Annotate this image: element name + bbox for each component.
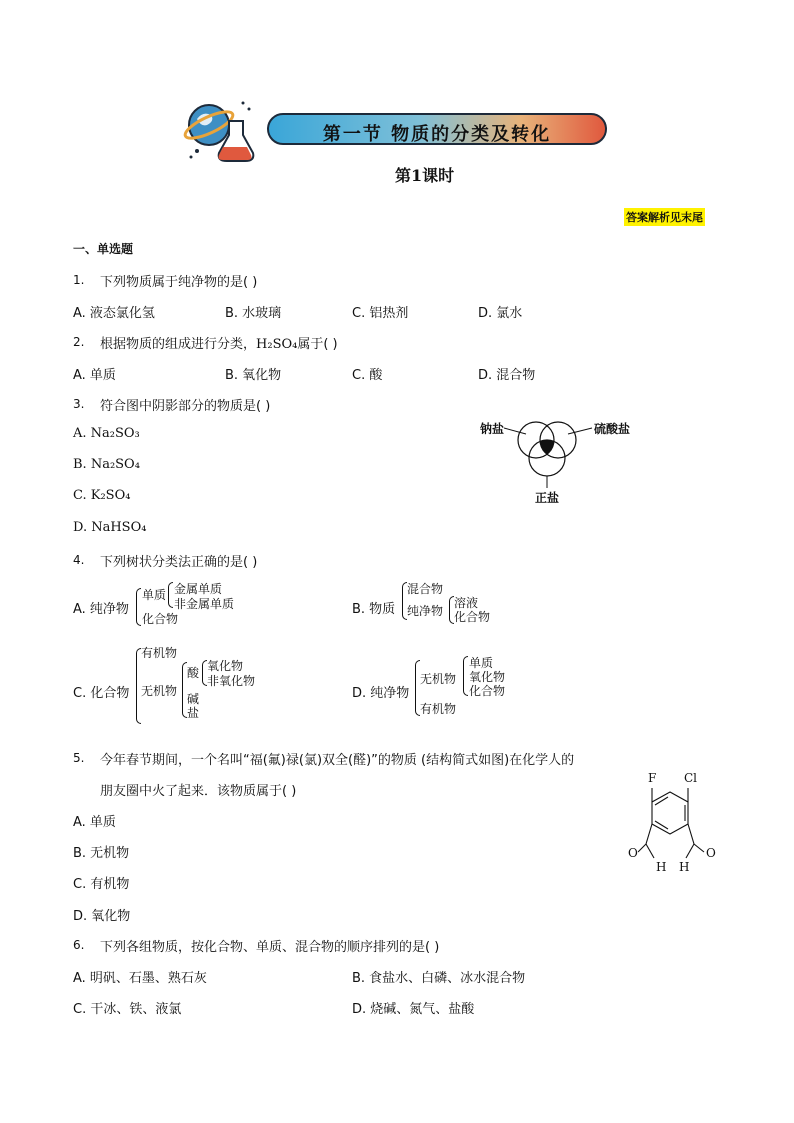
question-number: 4.	[73, 553, 85, 567]
answer-note: 答案解析见末尾	[624, 208, 705, 226]
venn-diagram	[478, 412, 638, 507]
title-banner	[267, 113, 607, 145]
question-number: 5.	[73, 751, 85, 765]
option-d: D. 氧化物	[73, 909, 131, 924]
option-b: B. Na₂SO₄	[73, 457, 140, 472]
question-number: 2.	[73, 335, 85, 349]
question-stem: 下列物质属于纯净物的是( )	[100, 275, 258, 290]
option-a: A. 单质	[73, 368, 116, 383]
question-number: 1.	[73, 273, 85, 287]
question-stem-cont: 朋友圈中火了起来．该物质属于( )	[100, 784, 297, 799]
option-c: C. 干冰、铁、液氯	[73, 1002, 182, 1017]
formula: H₂SO₄	[256, 337, 298, 352]
lesson-subtitle: 第1课时	[395, 166, 455, 185]
option-d: D. NaHSO₄	[73, 520, 147, 535]
option-a: A. Na₂SO₃	[73, 426, 140, 441]
venn-label-sulfate: 硫酸盐	[594, 422, 631, 436]
option-c: C. 有机物	[73, 877, 130, 892]
option-c: C. 铝热剂	[352, 306, 409, 321]
option-a: A. 明矾、石墨、熟石灰	[73, 971, 207, 986]
question-number: 6.	[73, 938, 85, 952]
option-a: A. 单质	[73, 815, 116, 830]
section-heading: 一、单选题	[73, 242, 134, 256]
option-a: A. 液态氯化氢	[73, 306, 155, 321]
option-c: C. 酸	[352, 368, 383, 383]
question-stem: 符合图中阴影部分的物质是( )	[100, 399, 271, 414]
option-d: D. 烧碱、氮气、盐酸	[352, 1002, 475, 1017]
page-title: 第一节 物质的分类及转化	[322, 124, 552, 145]
option-c: C. K₂SO₄	[73, 488, 131, 503]
title-block	[183, 95, 613, 167]
question-stem: 下列各组物质，按化合物、单质、混合物的顺序排列的是( )	[100, 940, 440, 955]
option-d: D. 氯水	[478, 306, 523, 321]
option-d: D. 混合物	[478, 368, 536, 383]
option-b: B. 食盐水、白磷、冰水混合物	[352, 971, 526, 986]
question-stem: 今年春节期间，一个名叫“福(氟)禄(氯)双全(醛)”的物质 (结构简式如图)在化学人的	[100, 753, 575, 768]
option-b: B. 水玻璃	[225, 306, 282, 321]
venn-label-normal-salt: 正盐	[535, 491, 560, 505]
structure-diagram: F Cl O O H H	[628, 771, 716, 874]
venn-label-sodium: 钠盐	[480, 422, 505, 436]
question-stem: 根据物质的组成进行分类，H₂SO₄属于( )	[100, 337, 338, 352]
question-number: 3.	[73, 397, 85, 411]
option-b: B. 氧化物	[225, 368, 282, 383]
option-b: B. 无机物	[73, 846, 130, 861]
question-stem: 下列树状分类法正确的是( )	[100, 555, 258, 570]
science-logo-icon	[183, 95, 263, 167]
